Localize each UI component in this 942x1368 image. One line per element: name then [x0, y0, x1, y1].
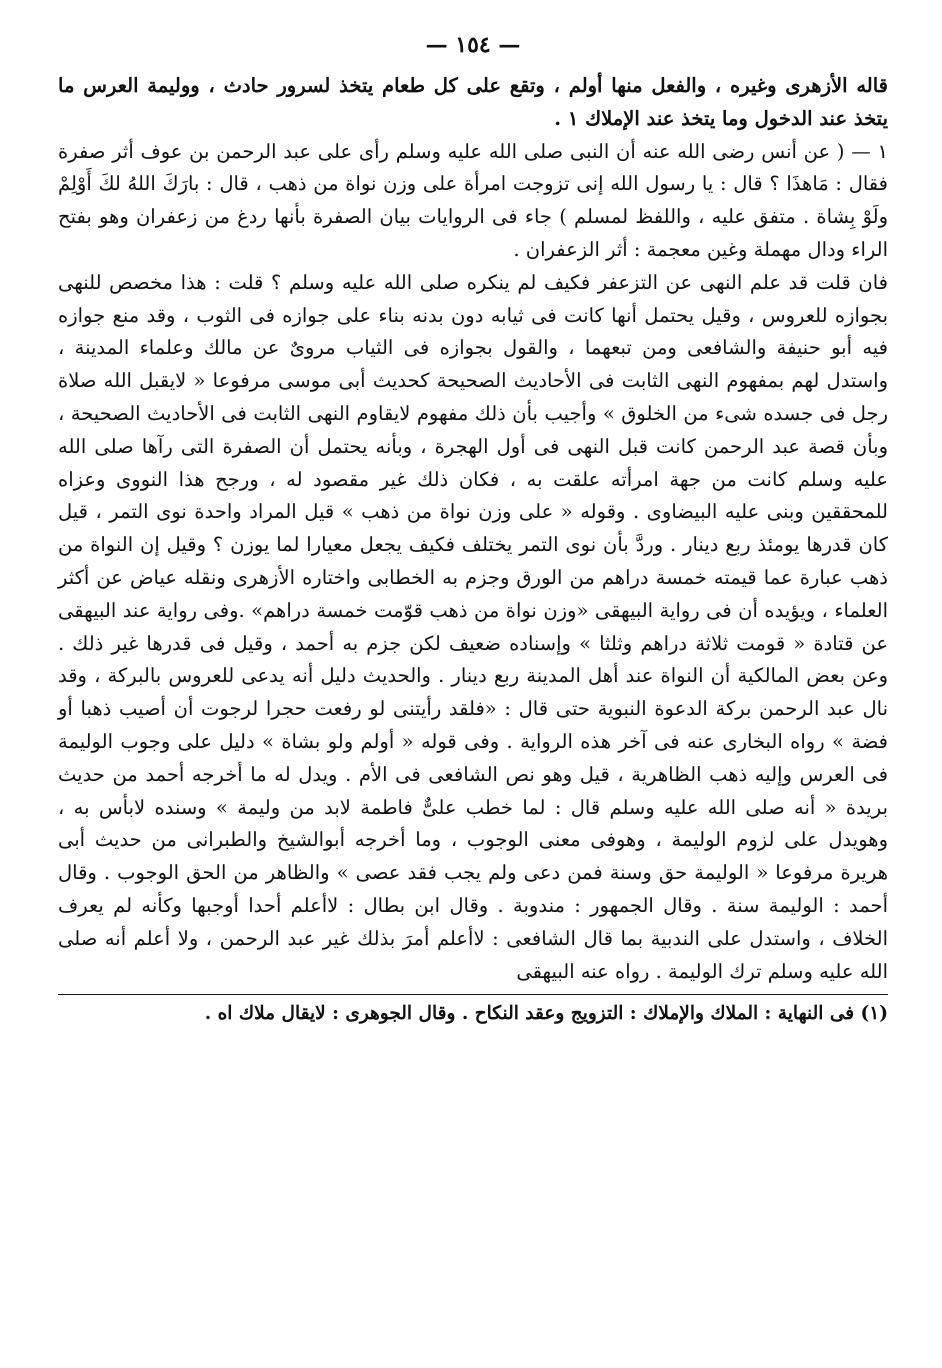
- main-text: [58, 70, 888, 988]
- intro-paragraph: قاله الأزهرى وغيره ، والفعل منها أولم ، وتقع على كل طعام يتخذ لسرور حادث ، ووليمة العرس ما يتخذ عند الدخول وما يتخذ عند الإملاك ١ .: [58, 74, 888, 130]
- footnote: [58, 999, 888, 1029]
- footnote-text: (١) فى النهاية : الملاك والإملاك : التزويج وعقد النكاح . وقال الجوهرى : لايقال ملاك اه .: [204, 1003, 888, 1025]
- commentary-paragraph: فان قلت قد علم النهى عن التزعفر فكيف لم ينكره صلى الله عليه وسلم ؟ قلت : هذا مخصص للنهى بجوازه للعروس ، وقيل يحتمل أنها كانت فى ثيابه دون بدنه بناء على جوازه فى الثوب ، وقد منع جوازه فيه أبو حنيفة والشافعى ومن تبعهما ، والقول بجوازه فى الثياب مروىٌ عن مالك وعلماء المدينة ، واستدل لهم بمفهوم النهى الثابت فى الأحاديث الصحيحة كحديث أبى موسى مرفوعا « لايقبل الله صلاة رجل فى جسده شىء من الخلوق » وأجيب بأن ذلك مفهوم لايقاوم النهى الثابت فى الأحاديث الصحيحة ، وبأن قصة عبد الرحمن كانت قبل النهى فى أول الهجرة ، وبأنه يحتمل أن الصفرة التى رآها صلى الله عليه وسلم كانت من جهة امرأته علقت به ، فكان ذلك غير مقصود له ، ورجح هذا النووى وعزاه للمحققين وبنى عليه البيضاوى . وقوله « على وزن نواة من ذهب » قيل المراد واحدة نوى التمر ، قيل كان قدرها يومئذ ربع دينار . وردَّ بأن نوى التمر يختلف فكيف يجعل معيارا لما يوزن ؟ وقيل إن النواة من ذهب عبارة عما قيمته خمسة دراهم من الورق وجزم به الخطابى واختاره الأزهرى ونقله عياض عن أكثر العلماء ، ويؤيده أن فى رواية البيهقى «وزن نواة من ذهب قوّمت خمسة دراهم» .وفى رواية عند البيهقى عن قتادة « قومت ثلاثة دراهم وثلثا » وإسناده ضعيف لكن جزم به أحمد ، وقيل فى قدرها غير ذلك . وعن بعض المالكية أن النواة عند أهل المدينة ربع دينار . والحديث دليل أنه يدعى للعروس بالبركة ، وقد نال عبد الرحمن بركة الدعوة النبوية حتى قال : «فلقد رأيتنى لو رفعت حجرا لرجوت أن أصيب ذهبا أو فضة » رواه البخارى عنه فى آخر هذه الرواية . وفى قوله « أولم ولو بشاة » دليل على وجوب الوليمة فى العرس وإليه ذهب الظاهرية ، قيل وهو نص الشافعى فى الأم . ويدل له ما أخرجه أحمد من حديث بريدة « أنه صلى الله عليه وسلم قال : لما خطب علىٌّ فاطمة لابد من وليمة » وسنده لابأس به ، وهويدل على لزوم الوليمة ، وهوفى معنى الوجوب ، وما أخرجه أبوالشيخ والطبرانى من حديث أبى هريرة مرفوعا « الوليمة حق وسنة فمن دعى ولم يجب فقد عصى » والظاهر من الحق الوجوب . وقال أحمد : الوليمة سنة . وقال الجمهور : مندوبة . وقال ابن بطال : لاأعلم أحدا أوجبها وكأنه لم يعرف الخلاف ، واستدل على الندبية بما قال الشافعى : لاأعلم أمرَ بذلك غير عبد الرحمن ، ولا أعلم أنه صلى الله عليه وسلم ترك الوليمة . رواه عنه البيهقى: [58, 270, 888, 983]
- page-number: — ١٥٤ —: [425, 32, 521, 58]
- document-page: [58, 30, 888, 1029]
- footnote-separator: [58, 994, 888, 995]
- hadith-paragraph: ١ — ( عن أنس رضى الله عنه أن النبى صلى الله عليه وسلم رأى على عبد الرحمن بن عوف أثر صفرة فقال : مَاهذَا ؟ قال : يا رسول الله إنى تزوجت امرأة على وزن نواة من ذهب ، قال : بارَكَ اللهُ لكَ أَوْلِمْ ولَوْ بِشاة . متفق عليه ، واللفظ لمسلم ) جاء فى الروايات بيان الصفرة بأنها ردغ من زعفران وهو بفتح الراء ودال مهملة وغين معجمة : أثر الزعفران .: [58, 139, 888, 261]
